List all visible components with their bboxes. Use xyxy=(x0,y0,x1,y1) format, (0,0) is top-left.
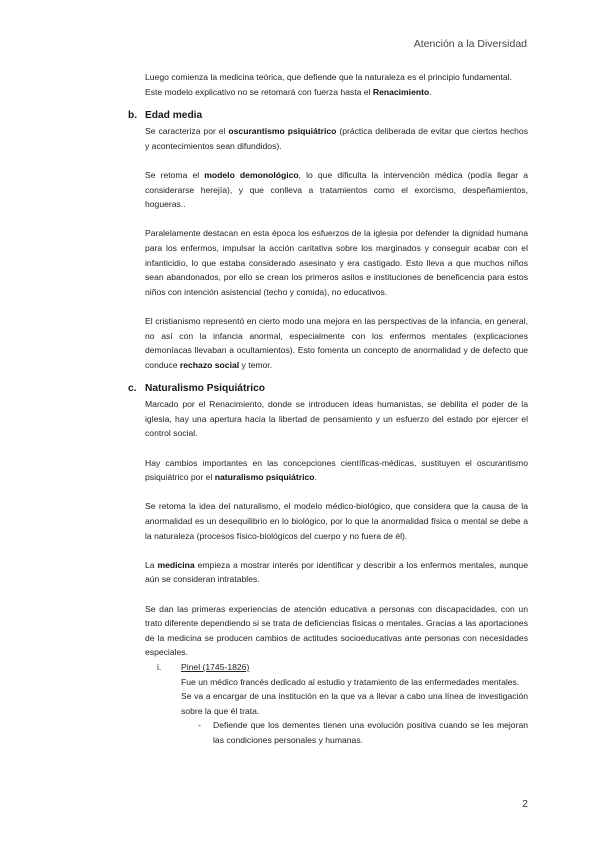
section-b-letter: b. xyxy=(128,110,138,122)
section-b-title: Edad media xyxy=(145,110,203,122)
section-c-paragraph-5: Se dan las primeras experiencias de atención educativa a personas con discapacidades, con un trato diferente dependiendo si se trata de deficiencias físicas o mentales. Gracias a las aportaciones de la medicina se producen cambios de actitudes socioeducativas ante personas con necesidades especiales. xyxy=(145,603,528,658)
subsection-number: i. xyxy=(157,661,162,672)
page-header: Atención a la Diversidad xyxy=(413,38,527,50)
intro-paragraph-2: Este modelo explicativo no se retomará con fuerza hasta el Renacimiento. xyxy=(145,86,432,97)
section-b-heading xyxy=(128,109,528,123)
intro-paragraph-1: Luego comienza la medicina teórica, que defiende que la naturaleza es el principio fundamental. xyxy=(145,72,512,82)
section-b-paragraph-1: Se caracteriza por el oscurantismo psiquiátrico (práctica deliberada de evitar que ciertos hechos y acontecimientos sean difundidos). xyxy=(145,126,528,151)
section-b-paragraph-2: Se retoma el modelo demonológico, lo que dificulta la intervención médica (podía llegar a considerarse herejía), y que conlleva a tratamientos como el exorcismo, despeñamientos, hogueras.. xyxy=(145,169,529,210)
section-c-paragraph-1: Marcado por el Renacimiento, donde se introducen ideas humanistas, se debilita el poder de la iglesia, hay una apertura hacia la libertad de pensamiento y un esfuerzo del estado por ejercer el control social. xyxy=(145,399,528,439)
subsection-title: Pinel (1745-1826) xyxy=(181,661,250,672)
section-c-paragraph-3: Se retoma la idea del naturalismo, el modelo médico-biológico, que considera que la causa de la anormalidad es un desequilibrio en lo biológico, por lo que la anormalidad física o mental se debe a la naturaleza (procesos físico-biológicos del cuerpo y no fuera de él). xyxy=(145,501,528,541)
section-c-paragraph-4: La medicina empieza a mostrar interés por identificar y describir a los enfermos mentales, aunque aún se consideran intratables. xyxy=(145,559,528,585)
document-body xyxy=(128,70,529,748)
subsection-pinel xyxy=(157,660,528,748)
section-c-title: Naturalismo Psiquiátrico xyxy=(145,383,266,395)
section-c-heading xyxy=(128,382,528,396)
section-b-paragraph-4: El cristianismo representó en cierto modo una mejora en las perspectivas de la infancia, en general, no así con la infancia anormal, especialmente con los enfermos mentales (explicaciones demoníacas llevaban a ocultamientos). Esto fomenta un concepto de anormalidad y de defecto que conduce rechazo social y temor. xyxy=(145,315,528,370)
subsection-paragraph-1: Fue un médico francés dedicado al estudio y tratamiento de las enfermedades mentales. xyxy=(181,676,520,687)
section-b-paragraph-3: Paralelamente destacan en esta época los esfuerzos de la iglesia por defender la dignidad humana para los enfermos, impulsar la acción caritativa sobre los marginados y conseguir acabar con el infanticidio, lo que estaba considerado asesinato y era castigado. Esto lleva a que muchos niños sean abandonados, por ello se crean los primeros asilos e instituciones de beneficencia para estos niños con intención asistencial (techo y comida), no educativos. xyxy=(145,228,528,297)
bullet-item xyxy=(198,718,528,747)
section-c xyxy=(128,382,528,747)
bullet-dash: - xyxy=(198,720,201,731)
bullet-text: Defiende que los dementes tienen una evolución positiva cuando se les mejoran las condiciones personales y humanas. xyxy=(213,720,528,745)
subsection-paragraph-2: Se va a encargar de una institución en la que va a llevar a cabo una línea de investigación sobre la que él trata. xyxy=(181,691,528,716)
section-b xyxy=(128,109,529,372)
section-c-paragraph-2: Hay cambios importantes en las concepciones científicas-médicas, sustituyen el oscurantismo psiquiátrico por el naturalismo psiquiátrico. xyxy=(145,457,528,483)
section-c-letter: c. xyxy=(128,383,137,395)
page-number: 2 xyxy=(522,798,528,810)
